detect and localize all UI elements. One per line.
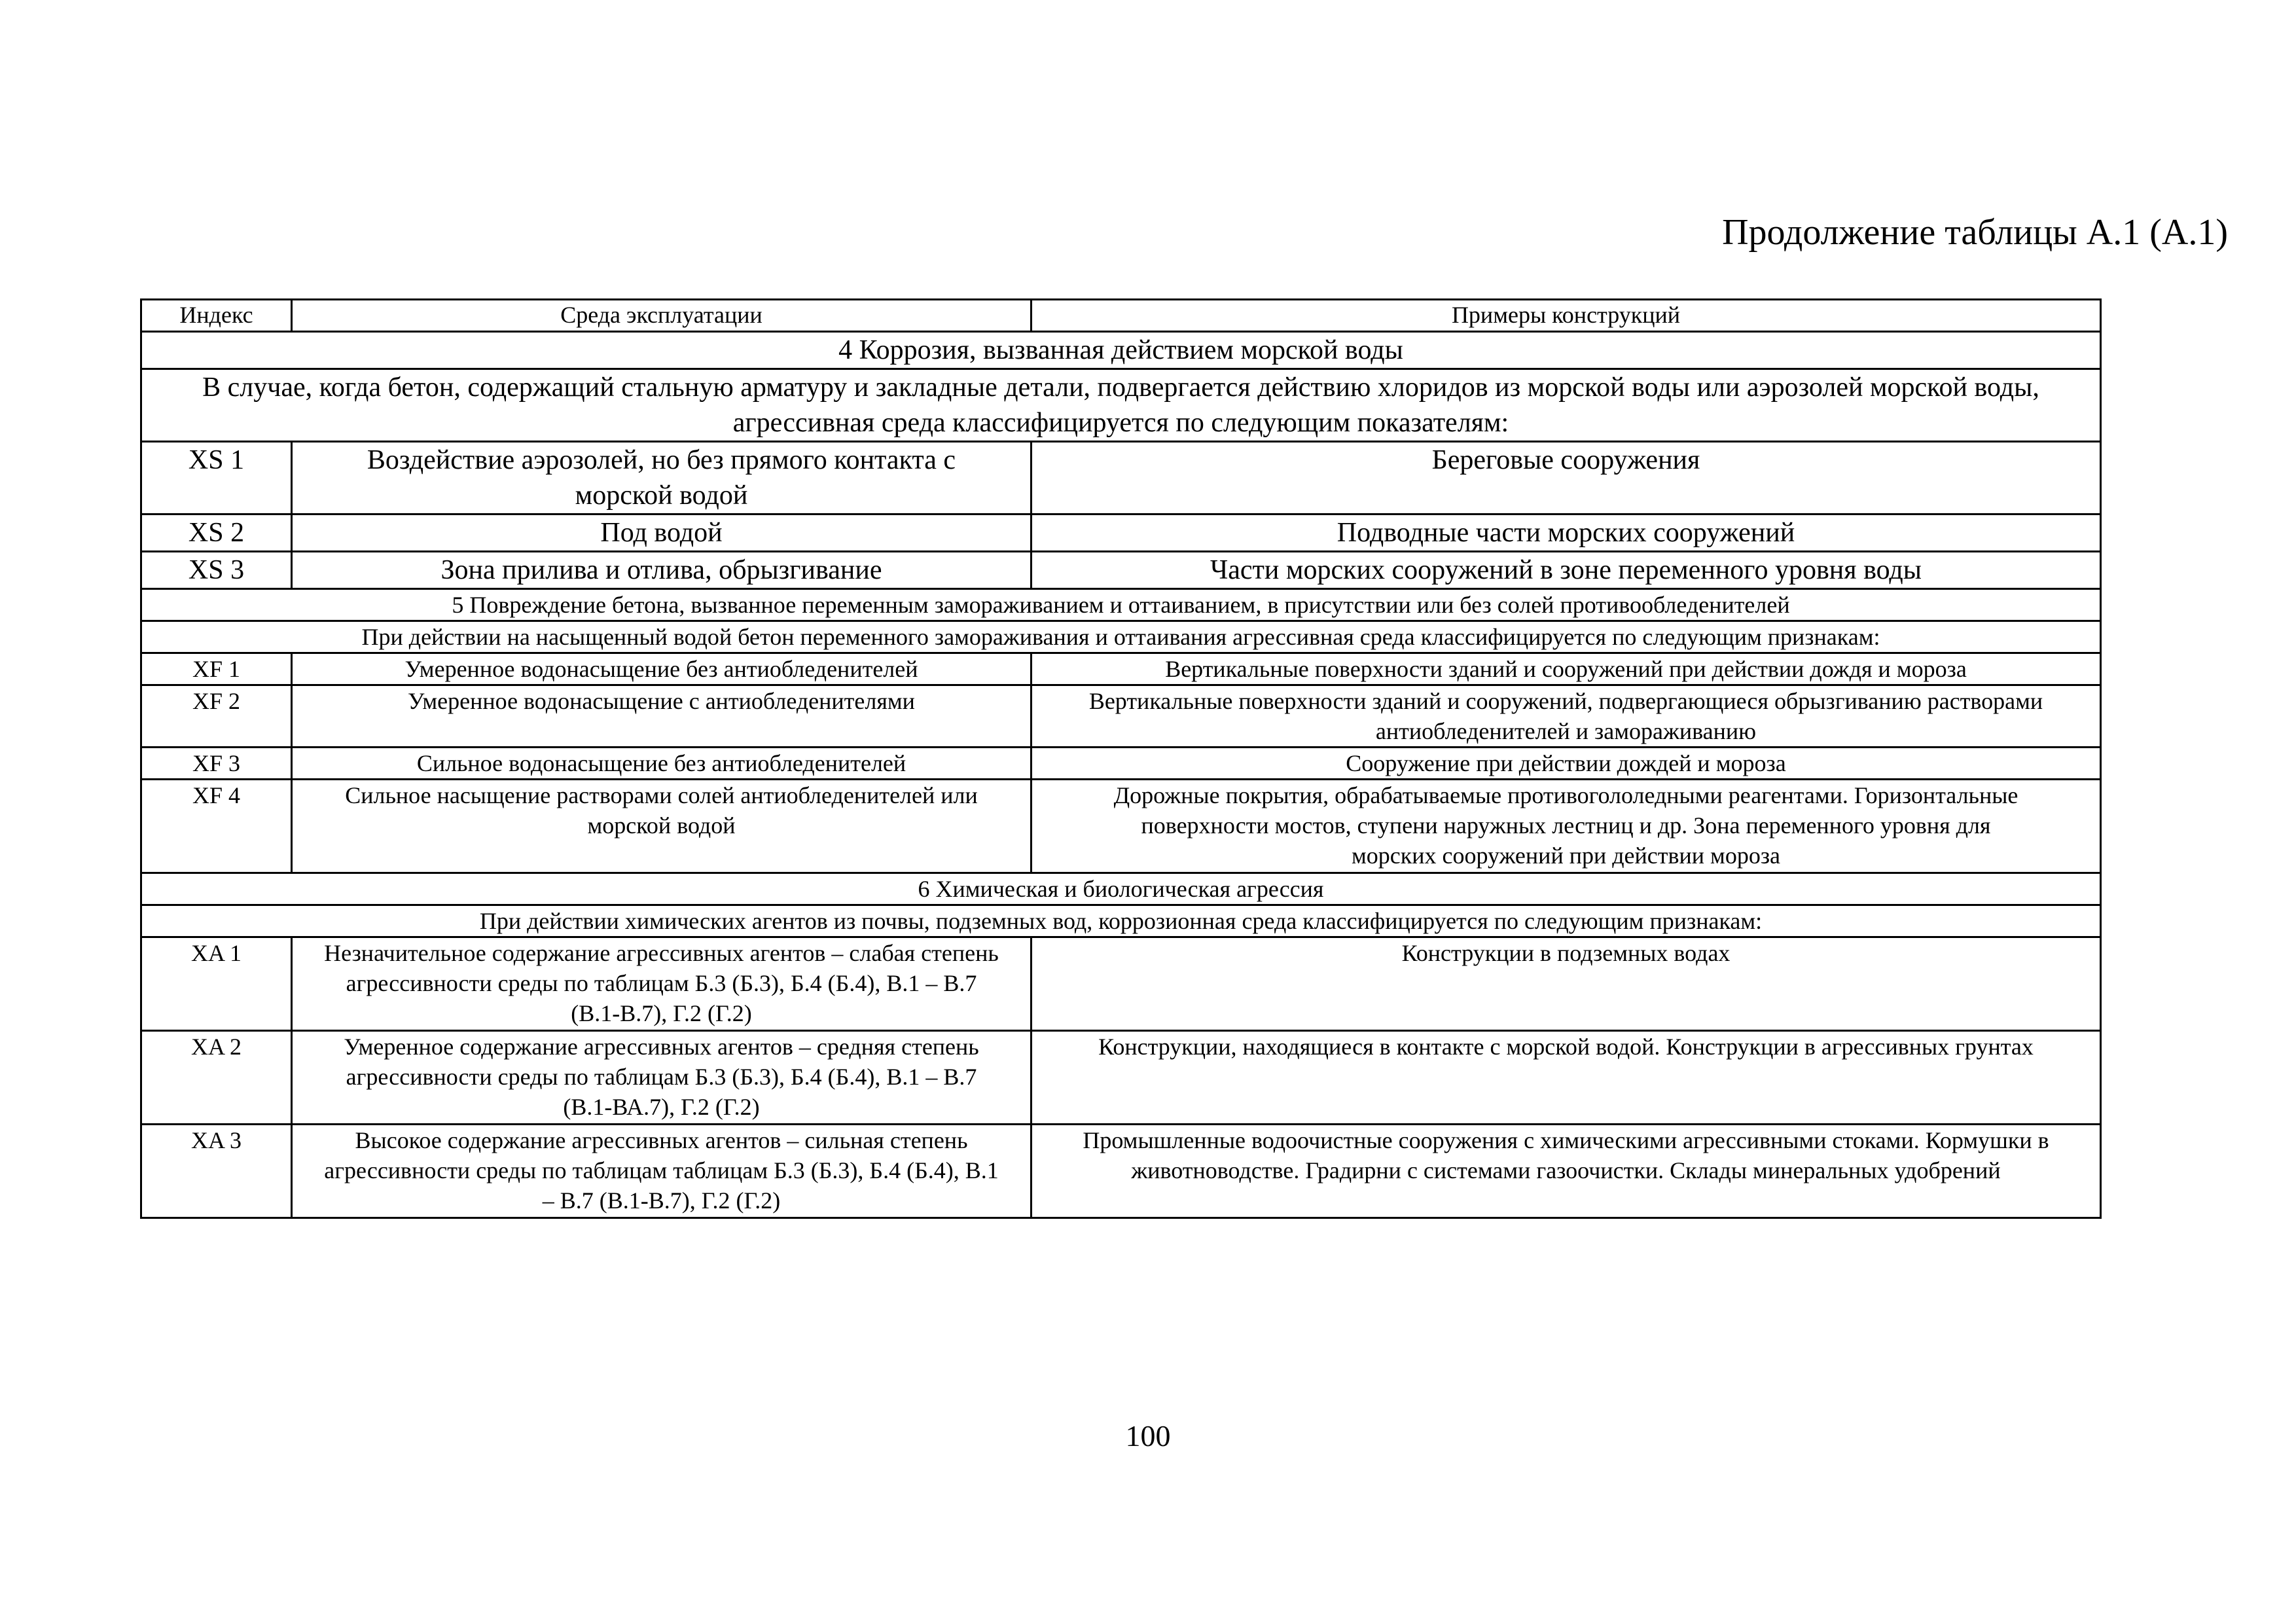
row-index: XA 1 [141,937,292,1031]
row-examples: Сооружение при действии дождей и мороза [1031,748,2101,780]
exposure-classes-table [140,298,2102,1219]
row-index: XS 3 [141,552,292,589]
section-title-row [141,332,2101,369]
section-5-note: При действии на насыщенный водой бетон переменного замораживания и оттаивания агрессивная среда классифицируется по следующим признакам: [141,621,2101,653]
row-environment: Под водой [292,514,1031,552]
section-title-row [141,873,2101,905]
section-4-title: 4 Коррозия, вызванная действием морской воды [141,332,2101,369]
row-environment: Незначительное содержание агрессивных агентов – слабая степень агрессивности среды по таблицам Б.3 (Б.3), Б.4 (Б.4), В.1 – В.7 (В.1-В.7), Г.2 (Г.2) [292,937,1031,1031]
header-index: Индекс [141,300,292,332]
table-row [141,442,2101,514]
table-continuation-title: Продолжение таблицы А.1 (А.1) [1722,212,2228,253]
header-examples: Примеры конструкций [1031,300,2101,332]
table-row [141,1031,2101,1125]
row-index: XF 4 [141,780,292,873]
row-environment: Умеренное водонасыщение с антиобледенителями [292,685,1031,748]
section-4-note: В случае, когда бетон, содержащий стальную арматуру и закладные детали, подвергается действию хлоридов из морской воды или аэрозолей морской воды, агрессивная среда классифицируется по следующим показателям: [141,369,2101,442]
row-environment: Высокое содержание агрессивных агентов – сильная степень агрессивности среды по таблицам таблицам Б.3 (Б.3), Б.4 (Б.4), В.1 – В.7 (В.1-В.7), Г.2 (Г.2) [292,1125,1031,1218]
page-number: 100 [1125,1419,1171,1453]
row-examples: Береговые сооружения [1031,442,2101,514]
section-6-note: При действии химических агентов из почвы, подземных вод, коррозионная среда классифицируется по следующим признакам: [141,905,2101,937]
section-note-row [141,621,2101,653]
row-examples: Подводные части морских сооружений [1031,514,2101,552]
row-examples: Конструкции, находящиеся в контакте с морской водой. Конструкции в агрессивных грунтах [1031,1031,2101,1125]
table-row [141,653,2101,685]
row-environment: Умеренное содержание агрессивных агентов – средняя степень агрессивности среды по таблицам Б.3 (Б.3), Б.4 (Б.4), В.1 – В.7 (В.1-ВА.7), Г.2 (Г.2) [292,1031,1031,1125]
row-index: XS 1 [141,442,292,514]
row-index: XA 2 [141,1031,292,1125]
row-index: XF 3 [141,748,292,780]
row-environment: Сильное водонасыщение без антиобледенителей [292,748,1031,780]
row-examples: Конструкции в подземных водах [1031,937,2101,1031]
row-environment: Воздействие аэрозолей, но без прямого контакта с морской водой [292,442,1031,514]
row-examples: Вертикальные поверхности зданий и сооружений при действии дождя и мороза [1031,653,2101,685]
row-index: XS 2 [141,514,292,552]
table-header-row [141,300,2101,332]
row-examples: Части морских сооружений в зоне переменного уровня воды [1031,552,2101,589]
row-index: XF 2 [141,685,292,748]
table-row [141,780,2101,873]
header-environment: Среда эксплуатации [292,300,1031,332]
table-row [141,1125,2101,1218]
row-environment: Умеренное водонасыщение без антиобледенителей [292,653,1031,685]
row-examples: Дорожные покрытия, обрабатываемые противогололедными реагентами. Горизонтальные поверхности мостов, ступени наружных лестниц и др. Зона переменного уровня для морских сооружений при действии мороза [1031,780,2101,873]
section-title-row [141,589,2101,621]
section-6-title: 6 Химическая и биологическая агрессия [141,873,2101,905]
table-row [141,685,2101,748]
table-row [141,937,2101,1031]
table-row [141,514,2101,552]
section-note-row [141,369,2101,442]
section-note-row [141,905,2101,937]
section-5-title: 5 Повреждение бетона, вызванное переменным замораживанием и оттаиванием, в присутствии или без солей противообледенителей [141,589,2101,621]
table-row [141,748,2101,780]
row-examples: Вертикальные поверхности зданий и сооружений, подвергающиеся обрызгиванию растворами антиобледенителей и замораживанию [1031,685,2101,748]
row-index: XF 1 [141,653,292,685]
row-examples: Промышленные водоочистные сооружения с химическими агрессивными стоками. Кормушки в животноводстве. Градирни с системами газоочистки. Склады минеральных удобрений [1031,1125,2101,1218]
row-environment: Сильное насыщение растворами солей антиобледенителей или морской водой [292,780,1031,873]
table-row [141,552,2101,589]
row-index: XA 3 [141,1125,292,1218]
row-environment: Зона прилива и отлива, обрызгивание [292,552,1031,589]
